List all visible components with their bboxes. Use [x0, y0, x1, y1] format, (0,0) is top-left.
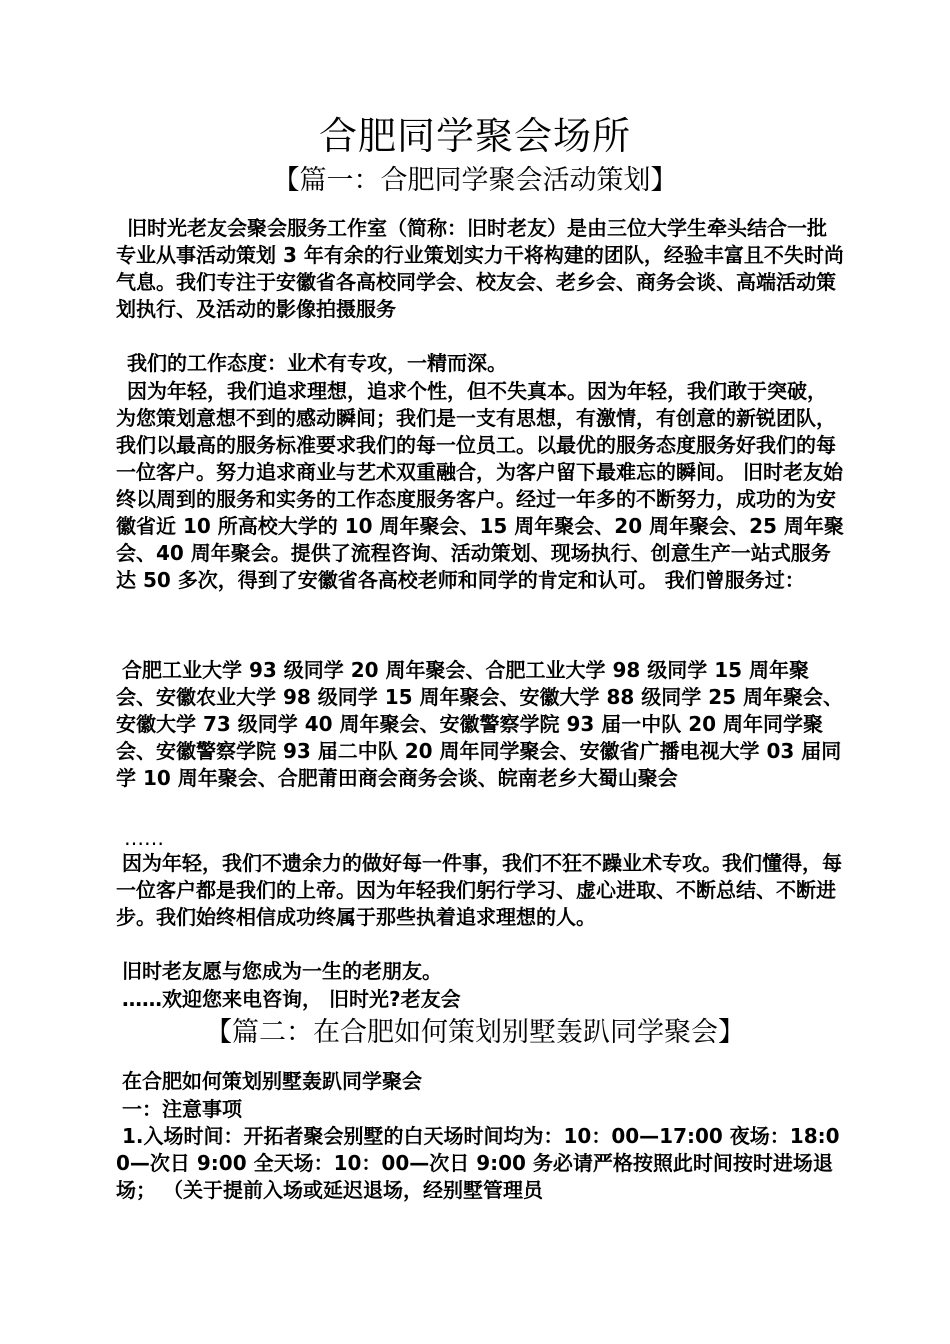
section-heading-2: 【篇二：在合肥如何策划别墅轰趴同学聚会】: [205, 1017, 745, 1048]
paragraph-friends: 旧时老友愿与您成为一生的老朋友。: [122, 959, 442, 983]
section-heading-1: 【篇一：合肥同学聚会活动策划】: [272, 165, 678, 196]
paragraph-attitude: 我们的工作态度：业术有专攻，一精而深。: [127, 351, 507, 375]
paragraph-youth: 因为年轻，我们追求理想，追求个性，但不失真本。因为年轻，我们敢于突破，为您策划意想不到的感动瞬间；我们是一支有思想，有激情，有创意的新锐团队，我们以最高的服务标准要求我们的每一位员工。以最优的服务态度服务好我们的每一位客户。努力追求商业与艺术双重融合，为客户留下最难忘的瞬间。 旧时老友始终以周到的服务和实务的工作态度服务客户。经过一年多的不断努力，成功的为安徽省近 10 所高校大学的 10 周年聚会、15 周年聚会、20 周年聚会、25 周年聚会、40 周年聚会。提供了流程咨询、活动策划、现场执行、创意生产一站式服务达 50 多次，得到了安徽省各高校老师和同学的肯定和认可。 我们曾服务过：: [116, 379, 844, 592]
paragraph-effort: 因为年轻，我们不遗余力的做好每一件事，我们不狂不躁业术专攻。我们懂得，每一位客户都是我们的上帝。因为年轻我们躬行学习、虚心进取、不断总结、不断进步。我们始终相信成功终属于那些执着追求理想的人。: [116, 851, 842, 929]
paragraph-served-list: 合肥工业大学 93 级同学 20 周年聚会、合肥工业大学 98 级同学 15 周年聚会、安徽农业大学 98 级同学 15 周年聚会、安徽大学 88 级同学 25 周年聚会、安徽大学 73 级同学 40 周年聚会、安徽警察学院 93 届一中队 20 周年同学聚会、安徽警察学院 93 届二中队 20 周年同学聚会、安徽省广播电视大学 03 届同学 10 周年聚会、合肥莆田商会商务会谈、皖南老乡大蜀山聚会: [116, 658, 844, 790]
paragraph-notice-heading: 一：注意事项: [122, 1097, 242, 1121]
paragraph-intro: 旧时光老友会聚会服务工作室（简称：旧时老友）是由三位大学生牵头结合一批专业从事活动策划 3 年有余的行业策划实力干将构建的团队，经验丰富且不失时尚气息。我们专注于安徽省各高校同学会、校友会、老乡会、商务会谈、高端活动策划执行、及活动的影像拍摄服务: [116, 216, 844, 321]
paragraph-contact: ……欢迎您来电咨询， 旧时光?老友会: [122, 987, 461, 1011]
paragraph-ellipsis: ……: [124, 826, 164, 850]
document-title: 合肥同学聚会场所: [318, 114, 631, 158]
paragraph-entry-time: 1.入场时间：开拓者聚会别墅的白天场时间均为：10：00—17:00 夜场：18:00—次日 9:00 全天场：10：00—次日 9:00 务必请严格按照此时间按时进场退场； （关于提前入场或延迟退场，经别墅管理员: [116, 1124, 840, 1202]
paragraph-subtitle: 在合肥如何策划别墅轰趴同学聚会: [122, 1069, 422, 1093]
